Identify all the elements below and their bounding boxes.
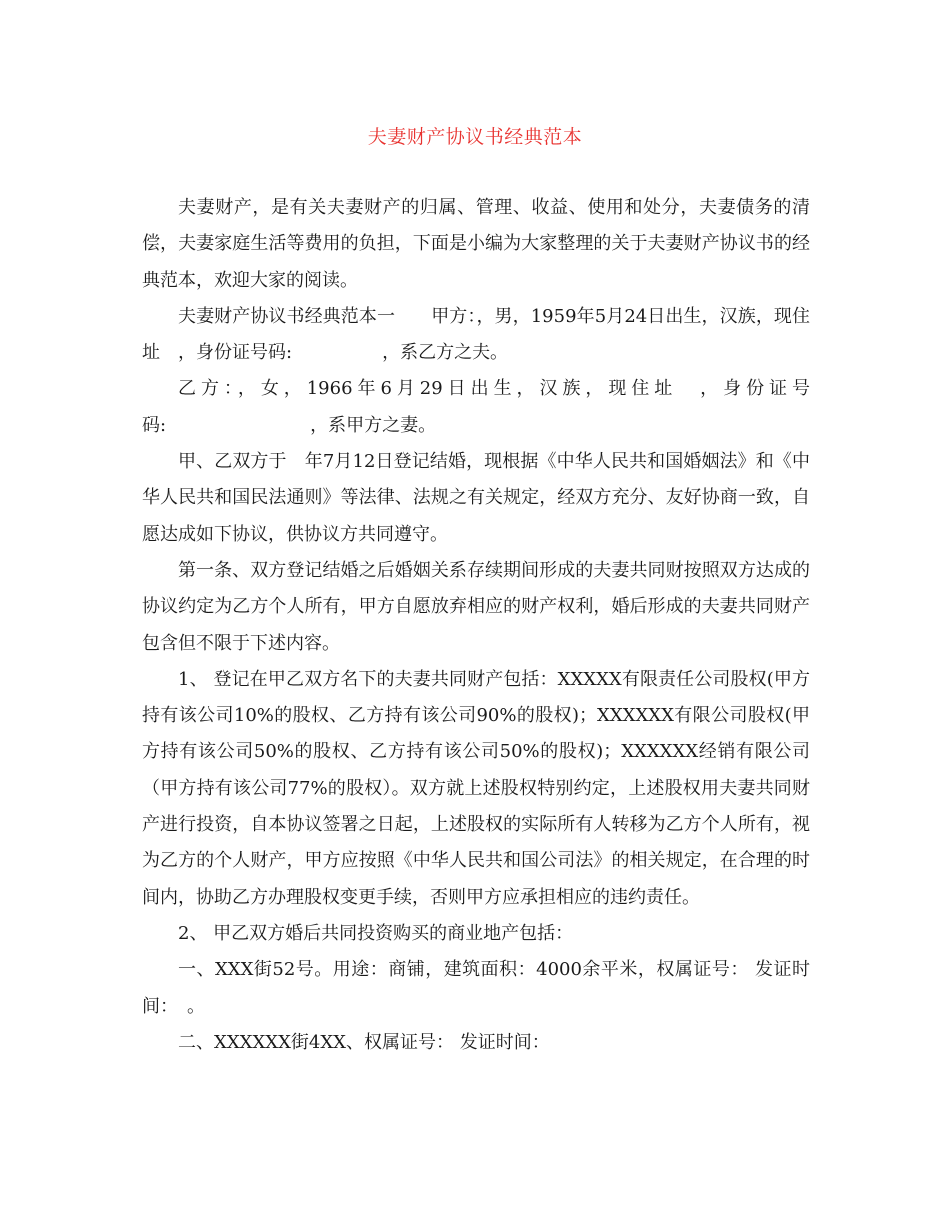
- paragraph-property-1: 一、XXX街52号。用途：商铺，建筑面积：4000余平米，权属证号： 发证时间： 。: [142, 959, 810, 1017]
- paragraph-article-1: 第一条、双方登记结婚之后婚姻关系存续期间形成的夫妻共同财按照双方达成的协议约定为乙方个人所有，甲方自愿放弃相应的财产权利，婚后形成的夫妻共同财产包含但不限于下述内容。: [142, 559, 810, 654]
- paragraph-marriage: 甲、乙双方于 年7月12日登记结婚，现根据《中华人民共和国婚姻法》和《中华人民共和国民法通则》等法律、法规之有关规定，经双方充分、友好协商一致，自愿达成如下协议，供协议方共同遵守。: [142, 451, 810, 545]
- paragraph-item-1: 1、 登记在甲乙双方名下的夫妻共同财产包括：XXXXX有限责任公司股权(甲方持有该公司10%的股权、乙方持有该公司90%的股权)；XXXXXX有限公司股权(甲方持有该公司50%的股权、乙方持有该公司50%的股权)；XXXXXX经销有限公司（甲方持有该公司77%的股权）。双方就上述股权特别约定，上述股权用夫妻共同财产进行投资，自本协议签署之日起，上述股权的实际所有人转移为乙方个人所有，视为乙方的个人财产，甲方应按照《中华人民共和国公司法》的相关规定，在合理的时间内，协助乙方办理股权变更手续，否则甲方应承担相应的违约责任。: [142, 668, 811, 908]
- paragraph-item-2: 2、 甲乙双方婚后共同投资购买的商业地产包括：: [178, 922, 574, 944]
- paragraph-party-b: 乙方：，女，1966年6月29日出生，汉族，现住址 ，身份证号码: ，系甲方之妻。: [142, 378, 810, 436]
- paragraph-party-a: 夫妻财产协议书经典范本一 甲方：，男，1959年5月24日出生，汉族，现住址 ，身份证号码: ，系乙方之夫。: [142, 305, 810, 364]
- document-title: 夫妻财产协议书经典范本: [367, 126, 583, 148]
- paragraph-property-2: 二、XXXXXX街4XX、权属证号： 发证时间：: [178, 1031, 550, 1053]
- document-body: [142, 190, 810, 1061]
- paragraph-intro: 夫妻财产，是有关夫妻财产的归属、管理、收益、使用和处分，夫妻债务的清偿，夫妻家庭生活等费用的负担，下面是小编为大家整理的关于夫妻财产协议书的经典范本，欢迎大家的阅读。: [142, 197, 810, 291]
